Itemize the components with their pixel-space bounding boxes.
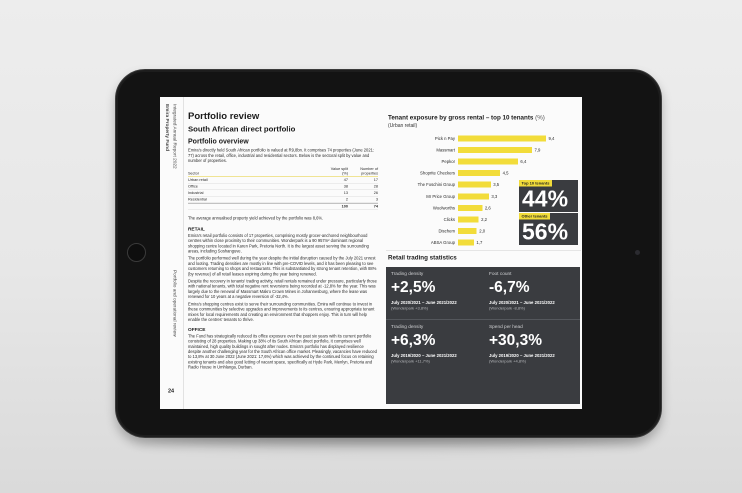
bar [458,136,546,142]
stat-period: July 2019/2020 – June 2021/2022 [391,353,457,358]
bar-value-label: 3,5 [493,182,500,188]
bar [458,239,474,245]
bar [458,216,479,222]
page-title: Portfolio review [188,111,260,122]
row-sector: Office [188,184,198,189]
table-body [188,177,378,203]
stat-note: (Wonderpark +11,7%) [391,359,430,364]
sector-split-table [188,166,378,210]
stat-note: (Wonderpark +3,8%) [391,306,428,311]
intro-paragraph: Emira's directly held South African portfolio is valued at R9,8bn. It comprises 74 properties (June 2021: 77) across the retail, office, industrial and residential sectors. Below is the sectoral split by value and number of properties. [188,148,375,163]
row-sector: Industrial [188,190,204,195]
stat-cell [484,267,580,319]
bar [458,228,477,234]
table-header [188,166,378,177]
bar-value-label: 2,0 [479,228,486,234]
chart-subtitle: (Urban retail) [388,123,418,129]
retail-paragraph: The portfolio performed well during the year despite the initial disruption caused by the July 2021 unrest and looting. Trading densities are mostly in line with pre-COVID levels, and it has been pleasing to see customers returning to shops and restaurants. This is substantiated by strong tenant retention, with 88% (by revenue) of all retail leases expiring during the year being renewed. [188,256,377,277]
section-heading: Portfolio overview [188,137,249,145]
bar-category-label: Mr Price Group [426,193,455,199]
row-value-split: 47 [343,177,348,182]
chart-unit: (%) [535,114,545,121]
stat-value: +6,3% [391,331,436,349]
bar-row [386,135,581,142]
bar-value-label: 6,4 [520,159,527,165]
bar-category-label: Dischem [438,228,455,234]
chart-title [388,114,545,121]
row-property-count: 26 [373,190,378,195]
total-count: 74 [373,204,378,209]
bar [458,147,532,153]
bar-value-label: 2,6 [484,205,491,211]
page-number: 24 [168,388,175,394]
stat-value: +2,5% [391,278,436,296]
row-sector: Urban retail [188,177,208,182]
stat-label: Trading density [391,324,424,330]
row-value-split: 13 [343,190,348,195]
stat-cell [484,320,580,404]
retail-paragraph: Despite the recovery in tenants' trading activity, retail rentals remained under pressure, particularly those with national tenants, with total negative rent reversions being recorded at -12,8% for the year. This was largely due to the renewal of Massmart Makro Crown Mines in Johannesburg, where the lease was renewed for 10 years at a negative reversion of -32,4%. [188,279,377,300]
stat-cell [386,267,482,319]
office-paragraph: The Fund has strategically reduced its office exposure over the past six years with its current portfolio consisting of 28 properties. Making up 38% of its South African direct portfolio, it comprises well maintained, high quality buildings in sought after nodes. Emira's portfolio has displayed resilience despite another challenging year for the South African office market. Pleasingly, vacancies have reduced to 13,8% at 30 June 2022 (June 2021: 17,6%) which was achieved by the continued focus on retaining existing tenants and also good letting of vacant space, specifically at Hyde Park, Menlyn, Pretoria and Radio House in Umhlanga, Durban. [188,333,377,370]
other-tenants-label: Other tenants [519,213,550,220]
yield-note: The average annualised property yield achieved by the portfolio was 8,6%. [188,216,324,221]
stat-note: (Wonderpark -8,8%) [489,306,525,311]
section-divider [386,250,581,251]
section-name: Portfolio and operational review [172,270,178,337]
bar-value-label: 2,2 [481,216,488,222]
bar-category-label: Pick n Pay [434,136,455,141]
bar-category-label: Shoprite Checkers [420,170,455,176]
bar [458,159,518,165]
header-number-of-properties: Number of properties [360,166,378,176]
bar [458,205,482,211]
bar-row [386,158,581,165]
trading-stats-panel [386,267,580,404]
page-subtitle: South African direct portfolio [188,125,296,134]
camera-lens [635,250,640,255]
chart-title-text: Tenant exposure by gross rental – top 10 tenants [388,114,534,121]
bar [458,193,489,199]
bar-category-label: Pepkor [441,159,455,165]
bar-value-label: 7,9 [534,147,541,153]
table-total-row [188,203,378,210]
home-button[interactable] [127,243,146,262]
side-strip [160,97,184,409]
row-property-count: 28 [373,184,378,189]
other-tenants-value: 56% [522,218,569,245]
bar [458,170,500,176]
bar-category-label: The Foschini Group [417,182,455,188]
retail-heading: RETAIL [188,226,205,233]
row-value-split: 2 [345,197,348,202]
stat-period: July 2020/2021 – June 2021/2022 [489,300,555,305]
stat-period: July 2019/2020 – June 2021/2022 [489,353,555,358]
header-sector: Sector [188,170,199,176]
total-value: 100 [341,204,348,209]
row-property-count: 3 [375,197,378,202]
report-name: Emira Property Fund [164,104,170,151]
bar-row [386,170,581,177]
bar-value-label: 4,5 [502,170,509,176]
stats-title: Retail trading statistics [388,254,457,261]
row-sector: Residential [188,197,207,202]
stat-value: +30,3% [489,331,543,349]
bar-category-label: Clicks [443,216,455,222]
retail-paragraph: Emira's shopping centres exist to serve their surrounding communities. Emira will continue to invest in these communities by selective upgrades and improvements to its centres, ensuring appropriate tenant mixes for local requirements and creating an environment that shoppers enjoy. This in turn will help enable the centres' tenants to thrive. [188,301,375,322]
bar-value-label: 3,3 [491,193,498,199]
top10-label: Top 10 tenants [519,180,552,187]
other-tenants-panel [519,213,578,245]
body-text [188,216,378,372]
bar-row [386,147,581,154]
stat-label: Trading density [391,271,424,277]
row-property-count: 17 [373,177,378,182]
tablet-screen [160,97,582,409]
top10-value: 44% [522,185,569,212]
stat-label: Spend per head [489,324,523,330]
bar-value-label: 1,7 [476,239,483,245]
stat-label: Foot count [489,271,512,277]
office-heading: OFFICE [188,327,206,333]
bar-value-label: 9,4 [548,136,555,141]
stat-period: July 2020/2021 – June 2021/2022 [391,300,457,305]
retail-paragraph: Emira's retail portfolio consists of 17 properties, comprising mostly grocer-anchored neighbourhood centres within close proximity to their communities. Wonderpark is a 90 957m² dominant regional shopping centre located in Karen Park, Pretoria North. It is the largest asset serving the surrounding areas, including Soshanguve. [188,233,369,254]
report-page [160,97,582,409]
bar-category-label: Massmart [436,147,455,153]
report-title: Integrated Annual Report 2022 [172,104,178,169]
bar [458,182,491,188]
row-value-split: 38 [343,184,348,189]
stat-value: -6,7% [489,278,530,296]
bar-category-label: ABSA Group [430,239,455,245]
stat-note: (Wonderpark +4,8%) [489,359,526,364]
header-value-split: Value split (%) [330,166,348,176]
stat-cell [386,320,482,404]
top10-panel [519,180,578,212]
bar-category-label: Woolworths [432,205,455,211]
